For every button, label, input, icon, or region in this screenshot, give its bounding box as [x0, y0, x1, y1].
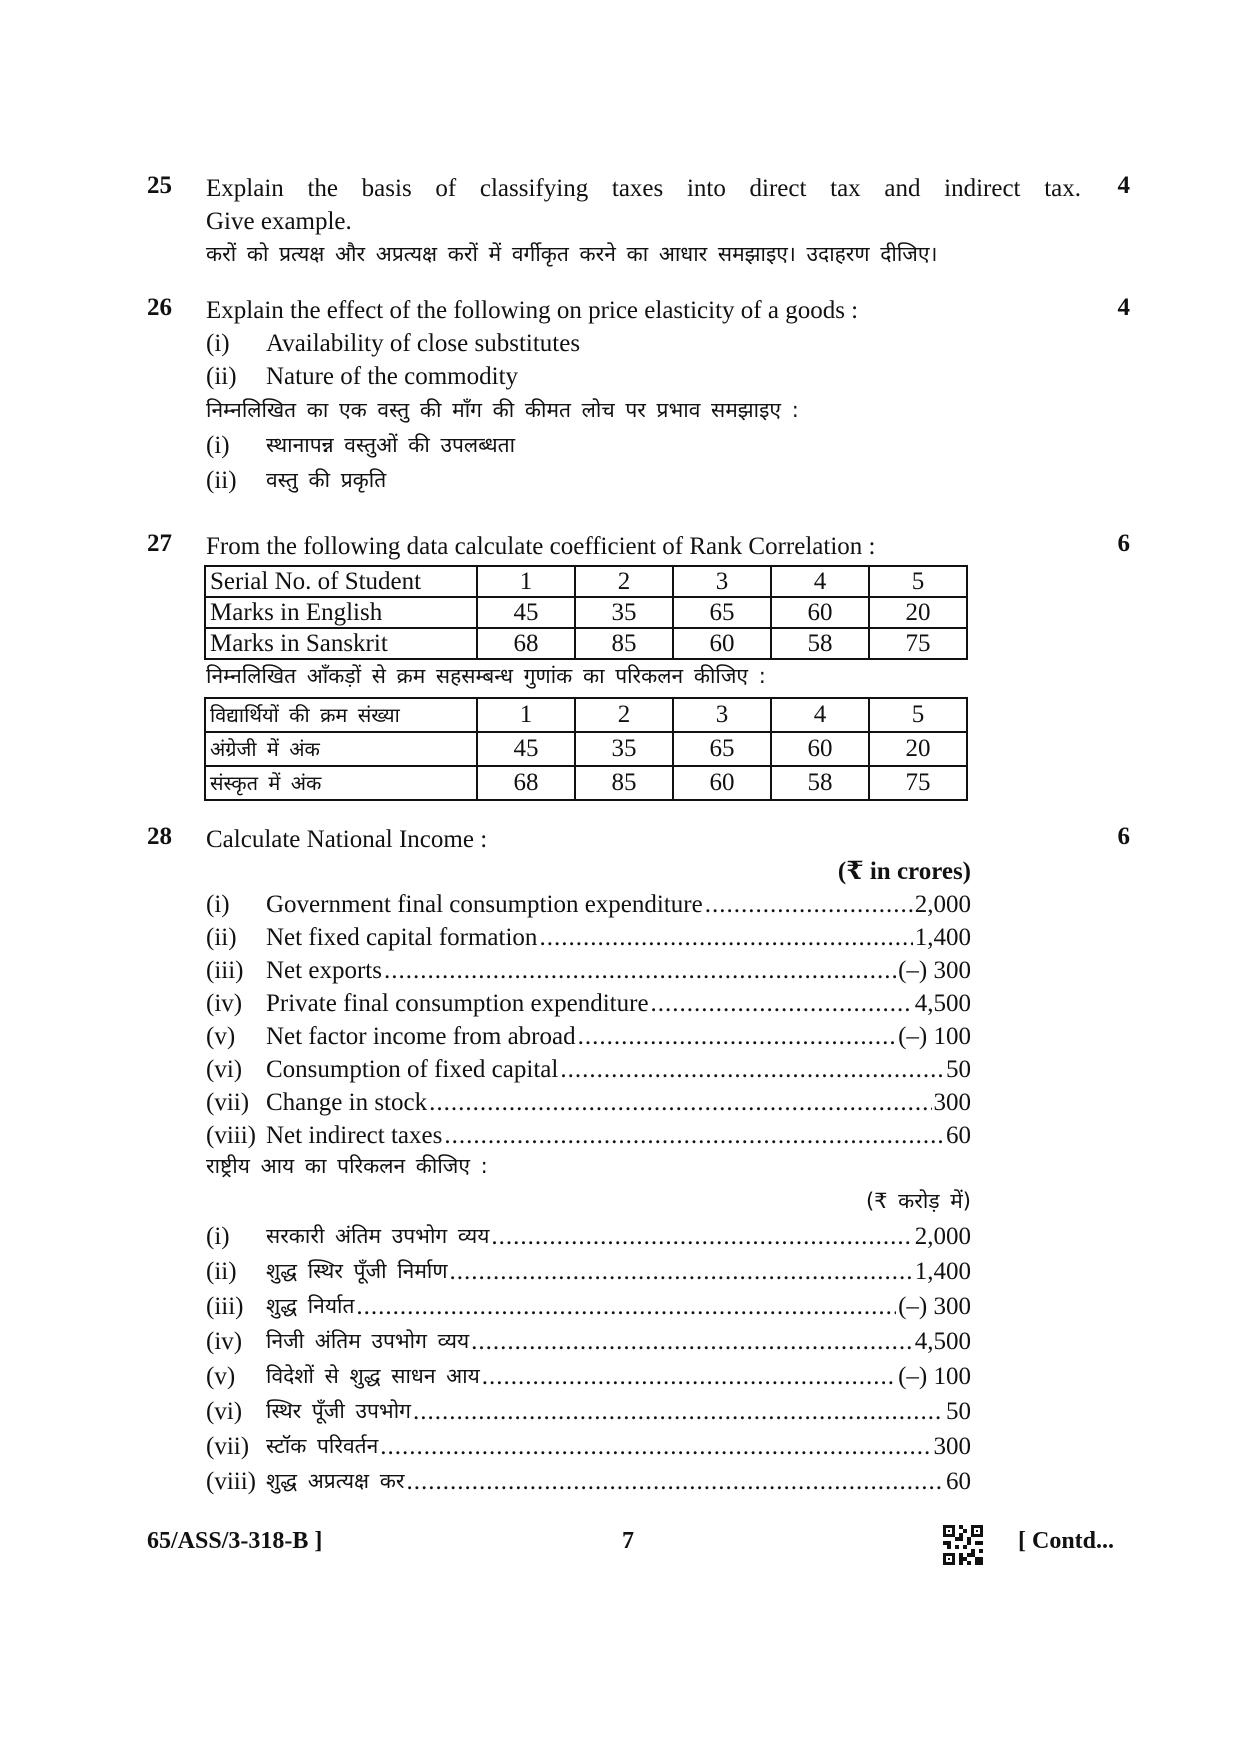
list-item: (ii) शुद्ध स्थिर पूँजी निर्माण ..... 1,400: [206, 1254, 971, 1289]
paper-code: 65/ASS/3-318-B ]: [147, 1528, 323, 1554]
income-items-en: [206, 888, 971, 1152]
question-marks: 4: [1117, 172, 1130, 199]
question-number: 26: [147, 294, 172, 321]
question-text-hi: निम्नलिखित आँकड़ों से क्रम सहसम्बन्ध गुणांक का परिकलन कीजिए :: [206, 664, 766, 688]
list-item: (i) सरकारी अंतिम उपभोग व्यय ..... 2,000: [206, 1219, 971, 1254]
list-item: (v) Net factor income from abroad ..... (–) 100: [206, 1020, 971, 1053]
unit-label-en: (₹ in crores): [837, 858, 971, 885]
list-item: (iv) Private final consumption expenditure ..... 4,500: [206, 987, 971, 1020]
unit-label-hi: (₹ करोड़ में): [865, 1189, 971, 1213]
table-row: संस्कृत में अंक 68 85 60 58 75: [205, 766, 967, 800]
list-item: (ii) Net fixed capital formation ..... 1,400: [206, 921, 971, 954]
question-marks: 6: [1117, 530, 1130, 557]
question-text-en: Explain the basis of classifying taxes into direct tax and indirect tax.: [206, 175, 1081, 202]
page-number: 7: [622, 1528, 634, 1554]
question-number: 27: [147, 530, 172, 557]
list-item: (iii) शुद्ध निर्यात ..... (–) 300: [206, 1289, 971, 1324]
sub-item: (i) Availability of close substitutes: [206, 330, 581, 357]
table-row: विद्यार्थियों की क्रम संख्या 1 2 3 4 5: [205, 698, 967, 732]
question-text-hi: राष्ट्रीय आय का परिकलन कीजिए :: [206, 1154, 488, 1178]
table-row: Serial No. of Student 1 2 3 4 5: [205, 566, 967, 597]
contd-label: [ Contd...: [1018, 1528, 1115, 1554]
list-item: (v) विदेशों से शुद्ध साधन आय ..... (–) 100: [206, 1359, 971, 1394]
table-row: Marks in English 45 35 65 60 20: [205, 597, 967, 628]
list-item: (viii) Net indirect taxes ..... 60: [206, 1119, 971, 1152]
table-row: अंग्रेजी में अंक 45 35 65 60 20: [205, 732, 967, 766]
table-row: Marks in Sanskrit 68 85 60 58 75: [205, 628, 967, 659]
qr-code-icon: [943, 1525, 983, 1565]
question-number: 28: [147, 823, 172, 850]
sub-item-hi: (ii) वस्तु की प्रकृति: [206, 467, 387, 494]
question-text-hi: निम्नलिखित का एक वस्तु की माँग की कीमत लोच पर प्रभाव समझाइए :: [206, 398, 799, 422]
question-marks: 6: [1117, 823, 1130, 850]
list-item: (i) Government final consumption expenditure ..... 2,000: [206, 888, 971, 921]
sub-item: (ii) Nature of the commodity: [206, 363, 519, 390]
list-item: (vii) Change in stock ..... 300: [206, 1086, 971, 1119]
list-item: (vi) स्थिर पूँजी उपभोग ..... 50: [206, 1394, 971, 1429]
rank-data-table-en: [204, 565, 968, 660]
income-items-hi: [206, 1219, 971, 1499]
list-item: (iii) Net exports ..... (–) 300: [206, 954, 971, 987]
question-marks: 4: [1117, 294, 1130, 321]
rank-data-table-hi: [204, 697, 968, 801]
question-number: 25: [147, 172, 172, 199]
list-item: (vii) स्टॉक परिवर्तन ..... 300: [206, 1429, 971, 1464]
question-text-en: From the following data calculate coefficient of Rank Correlation :: [206, 533, 876, 560]
sub-item-hi: (i) स्थानापन्न वस्तुओं की उपलब्धता: [206, 432, 516, 459]
list-item: (iv) निजी अंतिम उपभोग व्यय ..... 4,500: [206, 1324, 971, 1359]
question-text-hi: करों को प्रत्यक्ष और अप्रत्यक्ष करों में वर्गीकृत करने का आधार समझाइए। उदाहरण दीजिए।: [206, 242, 938, 266]
question-text-en: Explain the effect of the following on price elasticity of a goods :: [206, 297, 859, 324]
question-text-en-cont: Give example.: [206, 208, 352, 235]
question-text-en: Calculate National Income :: [206, 826, 488, 853]
list-item: (viii) शुद्ध अप्रत्यक्ष कर ..... 60: [206, 1464, 971, 1499]
list-item: (vi) Consumption of fixed capital ..... 50: [206, 1053, 971, 1086]
